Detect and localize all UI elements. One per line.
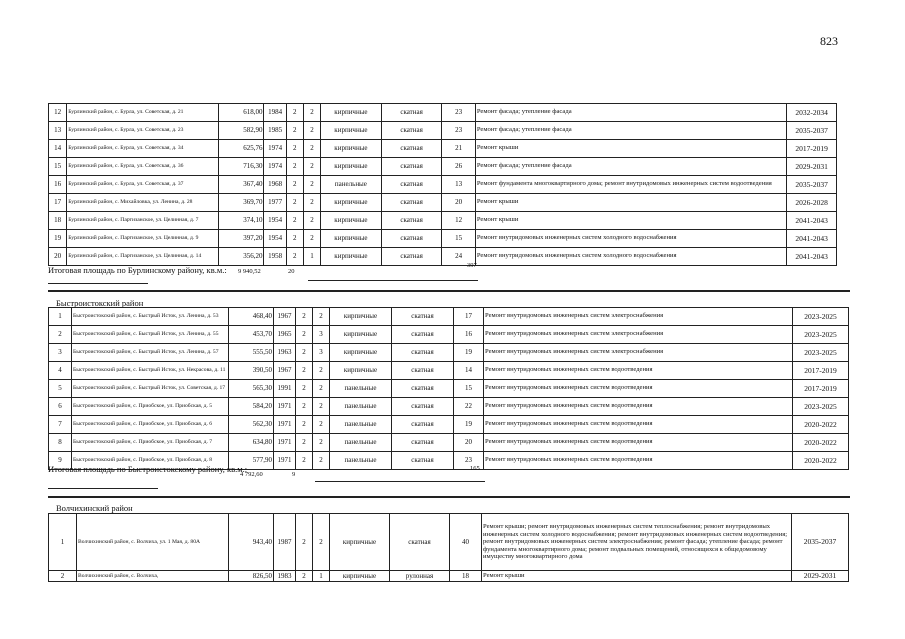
cell-roof-type: скатная: [392, 416, 454, 434]
cell-wall-material: панельные: [330, 398, 392, 416]
table-row: [49, 140, 837, 158]
cell-term: 2017-2019: [793, 380, 849, 398]
cell-wear: 19: [454, 416, 484, 434]
cell-floors: 2: [296, 344, 313, 362]
section-frame: [48, 290, 850, 292]
table-row: [49, 434, 849, 452]
cell-wall-material: кирпичные: [330, 326, 392, 344]
cell-wall-material: кирпичные: [321, 248, 382, 266]
cell-year: 1983: [274, 571, 296, 582]
cell-address: Быстроистокский район, с. Быстрый Исток, ул. Ленина, д. 53: [72, 308, 229, 326]
cell-floors: 2: [296, 571, 313, 582]
table-row: [49, 571, 849, 582]
cell-number: 14: [49, 140, 67, 158]
cell-roof-type: скатная: [381, 230, 442, 248]
cell-area: 356,20: [218, 248, 264, 266]
cell-term: 2041-2043: [787, 248, 837, 266]
cell-year: 1974: [264, 158, 286, 176]
cell-term: 2029-2031: [792, 571, 849, 582]
cell-area: 453,70: [229, 326, 274, 344]
cell-term: 2017-2019: [793, 362, 849, 380]
cell-term: 2041-2043: [787, 230, 837, 248]
cell-wear: 21: [442, 140, 475, 158]
cell-year: 1965: [274, 326, 296, 344]
cell-year: 1967: [274, 362, 296, 380]
cell-floors: 2: [286, 194, 303, 212]
cell-area: 367,40: [218, 176, 264, 194]
cell-year: 1987: [274, 514, 296, 571]
cell-floors: 2: [296, 308, 313, 326]
underline: [308, 280, 478, 281]
cell-year: 1967: [274, 308, 296, 326]
cell-roof-type: скатная: [392, 380, 454, 398]
cell-area: 625,76: [218, 140, 264, 158]
table-row: [49, 308, 849, 326]
section-frame: [48, 496, 850, 498]
cell-address: Быстроистокский район, с. Приобское, ул. Приобская, д. 6: [72, 416, 229, 434]
underline: [48, 488, 158, 489]
cell-area: 582,90: [218, 122, 264, 140]
cell-work-type: Ремонт крыши: [475, 212, 787, 230]
cell-term: 2017-2019: [787, 140, 837, 158]
cell-wall-material: кирпичные: [321, 158, 382, 176]
cell-roof-type: скатная: [381, 248, 442, 266]
cell-area: 634,80: [229, 434, 274, 452]
cell-term: 2026-2028: [787, 194, 837, 212]
cell-roof-type: скатная: [390, 514, 450, 571]
table-burlinsky: [48, 103, 837, 266]
table-row: [49, 416, 849, 434]
cell-roof-type: скатная: [392, 362, 454, 380]
cell-number: 13: [49, 122, 67, 140]
cell-entrances: 2: [303, 104, 320, 122]
cell-entrances: 2: [303, 194, 320, 212]
cell-number: 4: [49, 362, 72, 380]
cell-floors: 2: [296, 326, 313, 344]
cell-wall-material: кирпичные: [321, 212, 382, 230]
cell-entrances: 2: [313, 416, 330, 434]
table-row: [49, 122, 837, 140]
cell-entrances: 1: [313, 571, 330, 582]
table-row: [49, 230, 837, 248]
cell-wall-material: кирпичные: [330, 344, 392, 362]
total-count-burlinsky: 20: [288, 268, 295, 275]
cell-number: 8: [49, 434, 72, 452]
cell-entrances: 2: [313, 514, 330, 571]
cell-entrances: 1: [303, 248, 320, 266]
cell-floors: 2: [286, 248, 303, 266]
cell-wear: 19: [454, 344, 484, 362]
cell-wear: 18: [450, 571, 482, 582]
cell-floors: 2: [296, 434, 313, 452]
cell-term: 2020-2022: [793, 416, 849, 434]
cell-wear: 12: [442, 212, 475, 230]
table-row: [49, 212, 837, 230]
table-row: [49, 362, 849, 380]
cell-entrances: 2: [303, 122, 320, 140]
cell-work-type: Ремонт крыши: [482, 571, 792, 582]
cell-floors: 2: [286, 212, 303, 230]
table-row: [49, 398, 849, 416]
cell-year: 1958: [264, 248, 286, 266]
cell-address: Быстроистокский район, с. Быстрый Исток, ул. Ленина, д. 57: [72, 344, 229, 362]
cell-work-type: Ремонт крыши: [475, 140, 787, 158]
cell-wall-material: кирпичные: [321, 230, 382, 248]
cell-wall-material: кирпичные: [330, 571, 390, 582]
cell-number: 20: [49, 248, 67, 266]
cell-address: Быстроистокский район, с. Приобское, ул. Приобская, д. 7: [72, 434, 229, 452]
cell-work-type: Ремонт внутридомовых инженерных систем электроснабжения: [484, 344, 793, 362]
cell-area: 943,40: [229, 514, 274, 571]
cell-roof-type: рулонная: [390, 571, 450, 582]
underline: [315, 481, 485, 482]
cell-term: 2041-2043: [787, 212, 837, 230]
cell-address: Быстроистокский район, с. Приобское, ул. Приобская, д. 8: [72, 452, 229, 470]
cell-roof-type: скатная: [381, 176, 442, 194]
cell-entrances: 2: [313, 308, 330, 326]
cell-number: 15: [49, 158, 67, 176]
cell-wear: 23: [442, 104, 475, 122]
cell-address: Быстроистокский район, с. Быстрый Исток, ул. Советская, д. 17: [72, 380, 229, 398]
total-count-bystroistoksky: 9: [292, 471, 296, 478]
cell-number: 7: [49, 416, 72, 434]
cell-address: Быстроистокский район, с. Быстрый Исток, ул. Ленина, д. 55: [72, 326, 229, 344]
cell-entrances: 3: [313, 344, 330, 362]
cell-wall-material: кирпичные: [330, 308, 392, 326]
cell-year: 1974: [264, 140, 286, 158]
cell-floors: 2: [286, 176, 303, 194]
district-title-bystroistoksky: Быстроистокский район: [56, 298, 144, 308]
cell-floors: 2: [286, 122, 303, 140]
cell-floors: 2: [296, 514, 313, 571]
cell-roof-type: скатная: [392, 452, 454, 470]
cell-term: 2023-2025: [793, 398, 849, 416]
cell-wear: 24: [442, 248, 475, 266]
cell-number: 18: [49, 212, 67, 230]
cell-wear: 40: [450, 514, 482, 571]
cell-year: 1968: [264, 176, 286, 194]
cell-number: 2: [49, 571, 77, 582]
cell-wall-material: кирпичные: [321, 122, 382, 140]
cell-wall-material: кирпичные: [330, 514, 390, 571]
cell-work-type: Ремонт внутридомовых инженерных систем холодного водоснабжения: [475, 248, 787, 266]
underline: [48, 283, 148, 284]
cell-roof-type: скатная: [381, 104, 442, 122]
cell-year: 1954: [264, 212, 286, 230]
cell-work-type: Ремонт внутридомовых инженерных систем водоотведения: [484, 362, 793, 380]
cell-area: 468,40: [229, 308, 274, 326]
cell-wall-material: панельные: [330, 434, 392, 452]
cell-roof-type: скатная: [381, 122, 442, 140]
cell-work-type: Ремонт внутридомовых инженерных систем водоотведения: [484, 434, 793, 452]
cell-wall-material: кирпичные: [321, 104, 382, 122]
cell-address: Бурлинский район, с. Бурла, ул. Советская, д. 37: [67, 176, 219, 194]
cell-entrances: 2: [313, 398, 330, 416]
cell-year: 1971: [274, 398, 296, 416]
cell-number: 2: [49, 326, 72, 344]
cell-work-type: Ремонт внутридомовых инженерных систем водоотведения: [484, 380, 793, 398]
cell-wear: 23: [442, 122, 475, 140]
cell-wear: 14: [454, 362, 484, 380]
cell-address: Бурлинский район, с. Михайловка, ул. Ленина, д. 28: [67, 194, 219, 212]
table-row: [49, 176, 837, 194]
cell-term: 2035-2037: [787, 122, 837, 140]
cell-address: Бурлинский район, с. Бурла, ул. Советская, д. 34: [67, 140, 219, 158]
cell-floors: 2: [296, 398, 313, 416]
table-row: [49, 380, 849, 398]
table-row: [49, 344, 849, 362]
cell-number: 12: [49, 104, 67, 122]
cell-term: 2023-2025: [793, 326, 849, 344]
cell-entrances: 2: [303, 176, 320, 194]
cell-roof-type: скатная: [381, 212, 442, 230]
cell-wear: 15: [454, 380, 484, 398]
cell-area: 716,30: [218, 158, 264, 176]
cell-wear: 16: [454, 326, 484, 344]
cell-term: 2032-2034: [787, 104, 837, 122]
cell-area: 826,50: [229, 571, 274, 582]
cell-address: Бурлинский район, с. Партизанское, ул. Целинная, д. 7: [67, 212, 219, 230]
cell-floors: 2: [296, 416, 313, 434]
cell-entrances: 2: [303, 212, 320, 230]
cell-address: Быстроистокский район, с. Приобское, ул. Приобская, д. 5: [72, 398, 229, 416]
cell-address: Бурлинский район, с. Партизанское, ул. Целинная, д. 14: [67, 248, 219, 266]
cell-work-type: Ремонт фасада; утепление фасада: [475, 158, 787, 176]
cell-work-type: Ремонт внутридомовых инженерных систем водоотведения: [484, 452, 793, 470]
cell-number: 5: [49, 380, 72, 398]
cell-entrances: 3: [313, 326, 330, 344]
cell-term: 2020-2022: [793, 434, 849, 452]
cell-entrances: 2: [313, 362, 330, 380]
total-label-bystroistoksky: Итоговая площадь по Быстроистокскому району, кв.м.:: [48, 464, 248, 474]
table-volchikhinsky: [48, 513, 849, 582]
cell-year: 1954: [264, 230, 286, 248]
cell-area: 577,90: [229, 452, 274, 470]
cell-number: 19: [49, 230, 67, 248]
cell-work-type: Ремонт крыши: [475, 194, 787, 212]
cell-entrances: 2: [303, 140, 320, 158]
cell-area: 374,10: [218, 212, 264, 230]
cell-floors: 2: [286, 158, 303, 176]
cell-address: Бурлинский район, с. Бурла, ул. Советская, д. 23: [67, 122, 219, 140]
cell-year: 1977: [264, 194, 286, 212]
cell-wall-material: кирпичные: [321, 194, 382, 212]
cell-entrances: 2: [303, 230, 320, 248]
cell-work-type: Ремонт внутридомовых инженерных систем электроснабжения: [484, 326, 793, 344]
cell-address: Бурлинский район, с. Бурла, ул. Советская, д. 36: [67, 158, 219, 176]
cell-work-type: Ремонт внутридомовых инженерных систем водоотведения: [484, 398, 793, 416]
page-number: 823: [820, 34, 838, 48]
cell-year: 1984: [264, 104, 286, 122]
cell-roof-type: скатная: [381, 140, 442, 158]
cell-work-type: Ремонт фундамента многоквартирного дома; ремонт внутридомовых инженерных систем водоотведения: [475, 176, 787, 194]
district-title-volchikhinsky: Волчихинский район: [56, 503, 133, 513]
table-row: [49, 104, 837, 122]
cell-wall-material: панельные: [330, 380, 392, 398]
cell-term: 2035-2037: [787, 176, 837, 194]
cell-work-type: Ремонт фасада; утепление фасада: [475, 104, 787, 122]
cell-address: Волчихинский район, с. Волчиха,: [77, 571, 229, 582]
cell-number: 3: [49, 344, 72, 362]
cell-wear: 17: [454, 308, 484, 326]
cell-entrances: 2: [303, 158, 320, 176]
cell-term: 2035-2037: [792, 514, 849, 571]
cell-year: 1963: [274, 344, 296, 362]
cell-wear: 20: [454, 434, 484, 452]
cell-area: 397,20: [218, 230, 264, 248]
table-row: [49, 514, 849, 571]
cell-wear: 26: [442, 158, 475, 176]
cell-number: 1: [49, 308, 72, 326]
cell-area: 369,70: [218, 194, 264, 212]
cell-number: 17: [49, 194, 67, 212]
cell-year: 1991: [274, 380, 296, 398]
cell-roof-type: скатная: [392, 398, 454, 416]
cell-entrances: 2: [313, 452, 330, 470]
cell-year: 1971: [274, 434, 296, 452]
cell-roof-type: скатная: [392, 308, 454, 326]
cell-area: 555,50: [229, 344, 274, 362]
cell-work-type: Ремонт внутридомовых инженерных систем электроснабжения: [484, 308, 793, 326]
cell-address: Бурлинский район, с. Бурла, ул. Советская, д. 21: [67, 104, 219, 122]
cell-term: 2023-2025: [793, 308, 849, 326]
cell-number: 16: [49, 176, 67, 194]
cell-wall-material: панельные: [330, 452, 392, 470]
cell-entrances: 2: [313, 380, 330, 398]
cell-term: 2029-2031: [787, 158, 837, 176]
cell-roof-type: скатная: [392, 434, 454, 452]
cell-number: 9: [49, 452, 72, 470]
cell-year: 1971: [274, 452, 296, 470]
cell-wear: 13: [442, 176, 475, 194]
cell-number: 1: [49, 514, 77, 571]
total-extra-burlinsky: 397: [467, 262, 477, 269]
cell-roof-type: скатная: [381, 194, 442, 212]
cell-floors: 2: [296, 380, 313, 398]
cell-term: 2020-2022: [793, 452, 849, 470]
cell-wall-material: панельные: [330, 416, 392, 434]
cell-wear: 22: [454, 398, 484, 416]
table-row: [49, 326, 849, 344]
total-area-bystroistoksky: 4 792,60: [240, 471, 263, 478]
cell-wear: 23: [454, 452, 484, 470]
table-row: [49, 158, 837, 176]
cell-roof-type: скатная: [392, 344, 454, 362]
cell-roof-type: скатная: [381, 158, 442, 176]
cell-area: 584,20: [229, 398, 274, 416]
cell-area: 390,50: [229, 362, 274, 380]
cell-wall-material: кирпичные: [330, 362, 392, 380]
cell-work-type: Ремонт внутридомовых инженерных систем водоотведения: [484, 416, 793, 434]
cell-work-type: Ремонт внутридомовых инженерных систем холодного водоснабжения: [475, 230, 787, 248]
cell-floors: 2: [286, 230, 303, 248]
cell-wear: 15: [442, 230, 475, 248]
cell-address: Волчихинский район, с. Волчиха, ул. 1 Мая, д. 80А: [77, 514, 229, 571]
cell-year: 1971: [274, 416, 296, 434]
table-bystroistoksky: [48, 307, 849, 470]
cell-wall-material: кирпичные: [321, 140, 382, 158]
cell-wear: 20: [442, 194, 475, 212]
cell-term: 2023-2025: [793, 344, 849, 362]
total-label-burlinsky: Итоговая площадь по Бурлинскому району, кв.м.:: [48, 265, 227, 275]
cell-roof-type: скатная: [392, 326, 454, 344]
cell-floors: 2: [286, 104, 303, 122]
cell-area: 618,00: [218, 104, 264, 122]
cell-floors: 2: [296, 362, 313, 380]
total-extra-bystroistoksky: 165: [470, 465, 480, 472]
cell-address: Быстроистокский район, с. Быстрый Исток, ул. Некрасова, д. 11: [72, 362, 229, 380]
table-row: [49, 194, 837, 212]
cell-address: Бурлинский район, с. Партизанское, ул. Целинная, д. 9: [67, 230, 219, 248]
cell-area: 565,30: [229, 380, 274, 398]
cell-floors: 2: [296, 452, 313, 470]
cell-work-type: Ремонт крыши; ремонт внутридомовых инженерных систем теплоснабжения; ремонт внутридомовых инженерных систем холодного водоснабжения; ремонт внутридомовых инженерных систем водоотведения; ремонт внутридомовых инженерных систем электроснабжения; ремонт фасада; утепление фасада; ремонт фундамента многоквартирного дома; ремонт подвальных помещений, относящихся к общедомовому имуществу многоквартирного дома: [482, 514, 792, 571]
cell-floors: 2: [286, 140, 303, 158]
total-area-burlinsky: 9 940,52: [238, 268, 261, 275]
cell-work-type: Ремонт фасада; утепление фасада: [475, 122, 787, 140]
table-row: [49, 248, 837, 266]
cell-area: 562,30: [229, 416, 274, 434]
cell-wall-material: панельные: [321, 176, 382, 194]
cell-year: 1985: [264, 122, 286, 140]
cell-entrances: 2: [313, 434, 330, 452]
cell-number: 6: [49, 398, 72, 416]
